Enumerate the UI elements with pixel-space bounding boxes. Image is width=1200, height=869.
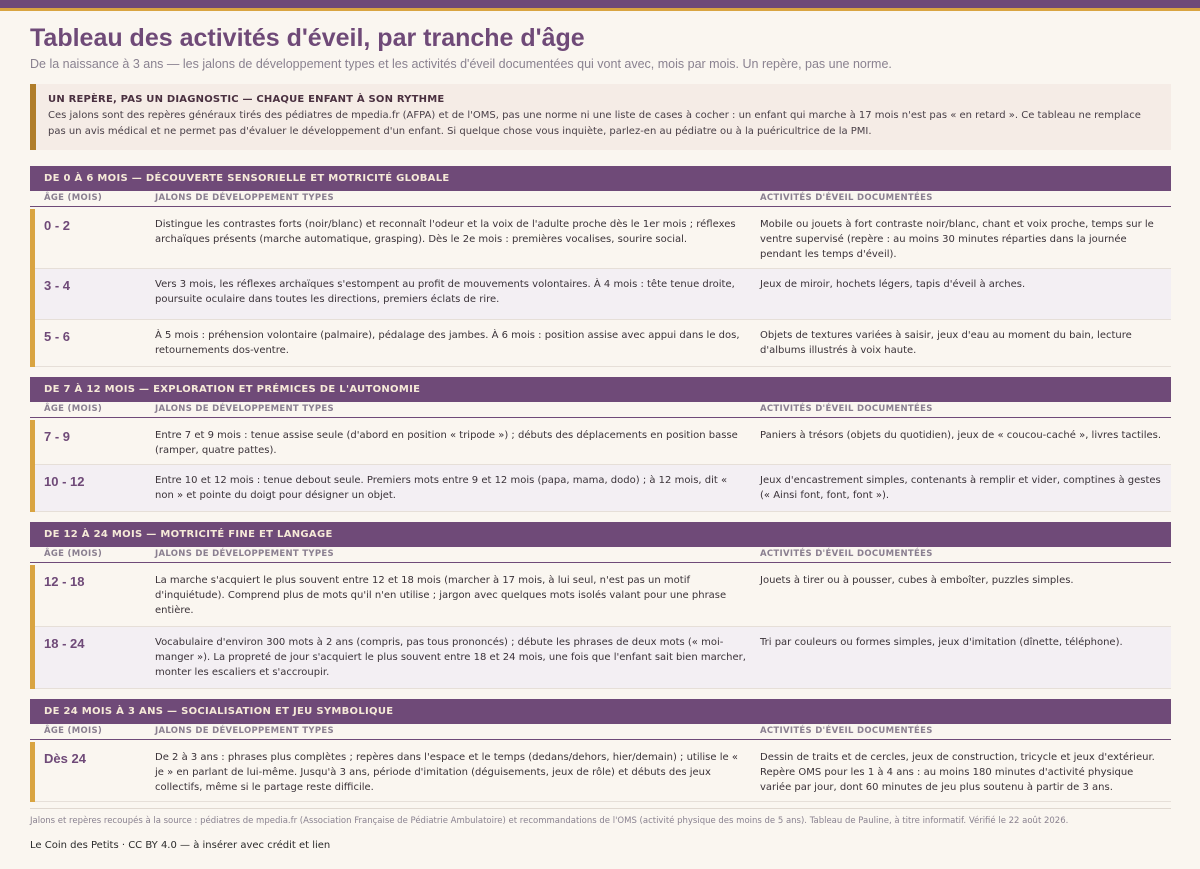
column-header-activities: ACTIVITÉS D'ÉVEIL DOCUMENTÉES — [760, 549, 933, 559]
table-row — [35, 742, 1171, 802]
column-header-activities: ACTIVITÉS D'ÉVEIL DOCUMENTÉES — [760, 193, 933, 203]
milestones-cell: De 2 à 3 ans : phrases plus complètes ; repères dans l'espace et le temps (dedans/dehors, hier/demain) ; utilise le « je » en parlant de lui-même. Jusqu'à 3 ans, période d'imitation (déguisements, jeux de rôle) et débuts des jeux collectifs, même si le partage reste difficile. — [155, 752, 738, 793]
column-header-activities: ACTIVITÉS D'ÉVEIL DOCUMENTÉES — [760, 404, 933, 414]
top-accent-stripe — [0, 8, 1200, 11]
column-header-milestones: JALONS DE DÉVELOPPEMENT TYPES — [155, 193, 334, 203]
activity-table — [30, 166, 1171, 802]
age-section — [30, 377, 1171, 512]
section-rows — [30, 742, 1171, 802]
milestones-cell: La marche s'acquiert le plus souvent entre 12 et 18 mois (marcher à 17 mois, à lui seul, n'est pas un motif d'inquiétude). Comprend plus de mots qu'il n'en utilise ; jargon avec quelques mots isolés valant pour une phrase entière. — [155, 575, 727, 616]
section-title: DE 12 À 24 MOIS — MOTRICITÉ FINE ET LANGAGE — [30, 522, 1171, 547]
section-title: DE 0 À 6 MOIS — DÉCOUVERTE SENSORIELLE ET MOTRICITÉ GLOBALE — [30, 166, 1171, 191]
section-rows — [30, 565, 1171, 689]
column-headers — [30, 191, 1171, 207]
milestones-cell: Vocabulaire d'environ 300 mots à 2 ans (compris, pas tous prononcés) ; débute les phrases de deux mots (« moi-manger »). La propreté de jour s'acquiert le plus souvent entre 18 et 24 mois, une fois que l'enfant sait bien marcher, monter les escaliers et s'accroupir. — [155, 637, 746, 678]
source-note: Jalons et repères recoupés à la source : pédiatres de mpedia.fr (Association Française de Pédiatrie Ambulatoire) et recommandations de l'OMS (activité physique des moins de 5 ans). Tableau de Pauline, à titre informatif. Vérifié le 22 août 2026. — [30, 808, 1171, 827]
column-header-age: ÂGE (MOIS) — [44, 549, 103, 559]
table-row — [35, 420, 1171, 465]
milestones-cell: Entre 7 et 9 mois : tenue assise seule (d'abord en position « tripode ») ; débuts des déplacements en position basse (ramper, quatre pattes). — [155, 430, 738, 456]
page-title: Tableau des activités d'éveil, par tranche d'âge — [30, 24, 585, 52]
disclaimer-notice — [30, 84, 1171, 150]
age-cell: 7 - 9 — [44, 429, 71, 444]
column-header-milestones: JALONS DE DÉVELOPPEMENT TYPES — [155, 549, 334, 559]
age-cell: 5 - 6 — [44, 329, 71, 344]
milestones-cell: À 5 mois : préhension volontaire (palmaire), pédalage des jambes. À 6 mois : position assise avec appui dans le dos, retournements dos-ventre. — [155, 330, 740, 356]
milestones-cell: Entre 10 et 12 mois : tenue debout seule. Premiers mots entre 9 et 12 mois (papa, mama, dodo) ; à 12 mois, dit « non » et pointe du doigt pour désigner un objet. — [155, 475, 728, 501]
column-header-age: ÂGE (MOIS) — [44, 193, 103, 203]
age-cell: 18 - 24 — [44, 636, 85, 651]
age-cell: 12 - 18 — [44, 574, 85, 589]
section-title: DE 7 À 12 MOIS — EXPLORATION ET PRÉMICES DE L'AUTONOMIE — [30, 377, 1171, 402]
column-header-activities: ACTIVITÉS D'ÉVEIL DOCUMENTÉES — [760, 726, 933, 736]
notice-text: Ces jalons sont des repères généraux tirés des pédiatres de mpedia.fr (AFPA) et de l'OMS, pas une norme ni une liste de cases à cocher : un enfant qui marche à 17 mois n'est pas « en retard ». Ce tableau ne remplace pas un avis médical et ne permet pas d'évaluer le développement d'un enfant. Si quelque chose vous inquiète, parlez-en au pédiatre ou à la puéricultrice de la PMI. — [48, 110, 1141, 137]
column-headers — [30, 547, 1171, 563]
top-accent-bar — [0, 0, 1200, 8]
activities-cell: Mobile ou jouets à fort contraste noir/blanc, chant et voix proche, temps sur le ventre supervisé (repère : au moins 30 minutes réparties dans la journée pendant les temps d'éveil). — [760, 219, 1154, 260]
notice-title: UN REPÈRE, PAS UN DIAGNOSTIC — CHAQUE ENFANT À SON RYTHME — [48, 94, 445, 105]
activities-cell: Jouets à tirer ou à pousser, cubes à emboîter, puzzles simples. — [760, 575, 1074, 586]
activities-cell: Jeux de miroir, hochets légers, tapis d'éveil à arches. — [760, 279, 1026, 290]
column-headers — [30, 724, 1171, 740]
column-header-age: ÂGE (MOIS) — [44, 726, 103, 736]
activities-cell: Jeux d'encastrement simples, contenants à remplir et vider, comptines à gestes (« Ainsi font, font, font »). — [760, 475, 1161, 501]
age-section — [30, 166, 1171, 367]
table-row — [35, 320, 1171, 367]
activities-cell: Objets de textures variées à saisir, jeux d'eau au moment du bain, lecture d'albums illustrés à voix haute. — [760, 330, 1132, 356]
table-row — [35, 209, 1171, 269]
age-section — [30, 522, 1171, 689]
column-header-milestones: JALONS DE DÉVELOPPEMENT TYPES — [155, 726, 334, 736]
age-cell: 0 - 2 — [44, 218, 71, 233]
table-row — [35, 627, 1171, 689]
milestones-cell: Distingue les contrastes forts (noir/blanc) et reconnaît l'odeur et la voix de l'adulte proche dès le 1er mois ; réflexes archaïques présents (marche automatique, grasping). Dès le 2e mois : premières vocalises, sourire social. — [155, 219, 736, 245]
section-rows — [30, 209, 1171, 367]
activities-cell: Dessin de traits et de cercles, jeux de construction, tricycle et jeux d'extérieur. Repère OMS pour les 1 à 4 ans : au moins 180 minutes d'activité physique variée par jour, dont 60 minutes de jeu plus soutenu à partir de 3 ans. — [760, 752, 1155, 793]
table-row — [35, 565, 1171, 627]
credit-line: Le Coin des Petits · CC BY 4.0 — à insérer avec crédit et lien — [30, 840, 331, 851]
column-header-milestones: JALONS DE DÉVELOPPEMENT TYPES — [155, 404, 334, 414]
column-header-age: ÂGE (MOIS) — [44, 404, 103, 414]
column-headers — [30, 402, 1171, 418]
milestones-cell: Vers 3 mois, les réflexes archaïques s'estompent au profit de mouvements volontaires. À 4 mois : tête tenue droite, poursuite oculaire dans toutes les directions, premiers éclats de rire. — [155, 279, 735, 305]
age-cell: Dès 24 — [44, 751, 86, 766]
table-row — [35, 269, 1171, 320]
section-rows — [30, 420, 1171, 512]
page-subtitle: De la naissance à 3 ans — les jalons de développement types et les activités d'éveil documentées qui vont avec, mois par mois. Un repère, pas une norme. — [30, 57, 892, 71]
page-content — [30, 22, 1171, 852]
age-section — [30, 699, 1171, 802]
age-cell: 10 - 12 — [44, 474, 85, 489]
activities-cell: Tri par couleurs ou formes simples, jeux d'imitation (dînette, téléphone). — [760, 637, 1123, 648]
age-cell: 3 - 4 — [44, 278, 71, 293]
table-row — [35, 465, 1171, 512]
activities-cell: Paniers à trésors (objets du quotidien), jeux de « coucou-caché », livres tactiles. — [760, 430, 1162, 441]
section-title: DE 24 MOIS À 3 ANS — SOCIALISATION ET JEU SYMBOLIQUE — [30, 699, 1171, 724]
